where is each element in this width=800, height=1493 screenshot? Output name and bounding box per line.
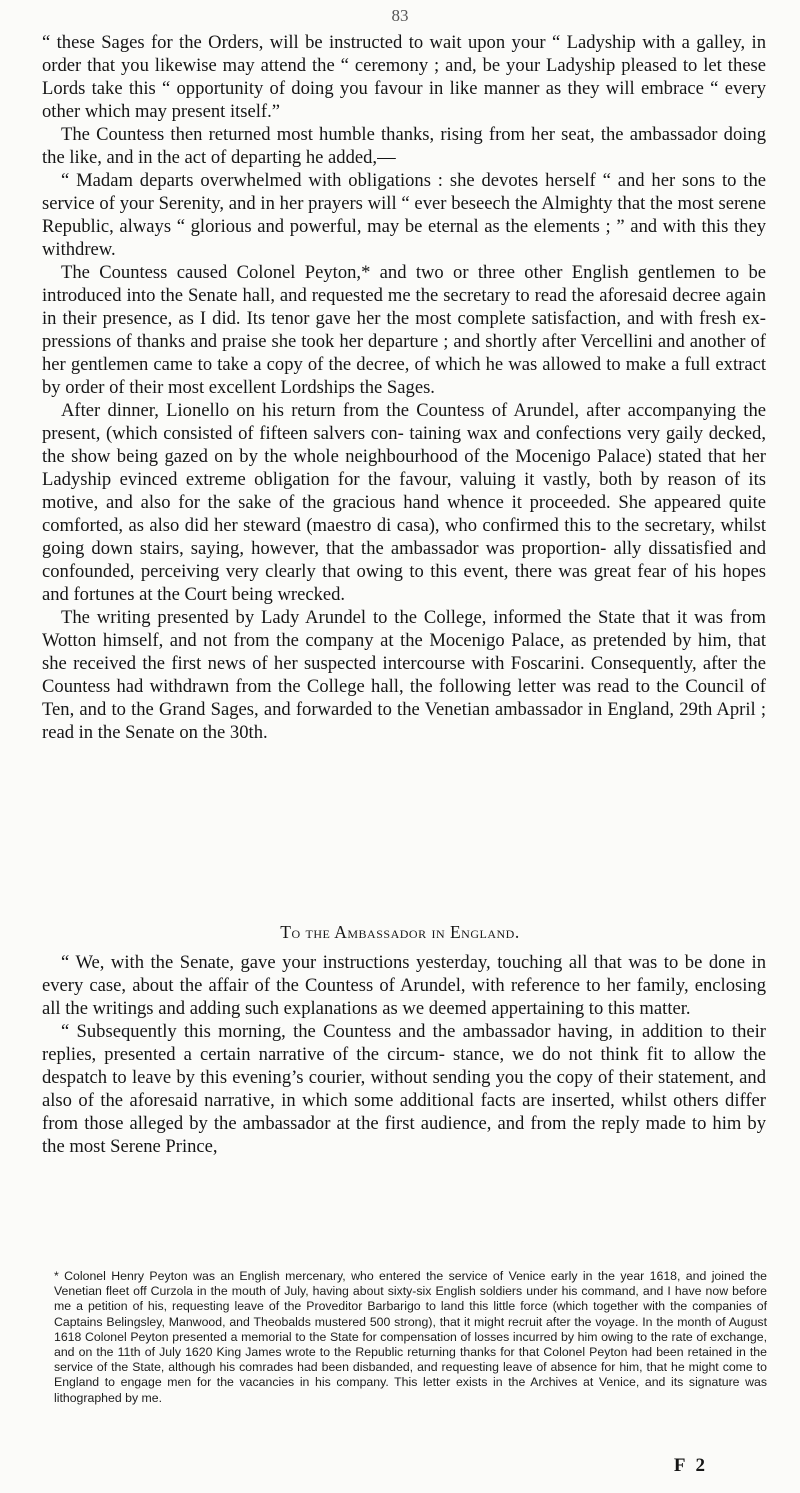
paragraph: The Countess then returned most humble thanks, rising from her seat, the ambassador doing the like, and in the act of departing he added,— — [42, 124, 766, 168]
page-number: 83 — [391, 6, 409, 25]
paragraph: After dinner, Lionello on his return from the Countess of Arundel, after accompanying the present, (which consisted of fifteen salvers con- taining wax and confections very gaily decked, the show being gazed on by the whole neighbourhood of the Mocenigo Palace) stated that her Ladyship evinced extreme obligation for the favour, valuing it vastly, both by reason of its motive, and also for the sake of the gracious hand whence it proceeded. She appeared quite comforted, as also did her steward (maestro di casa), who confirmed this to the secretary, whilst going down stairs, saying, however, that the ambassador was proportion- ally dissatisfied and confounded, perceiving very clearly that owing to this event, there was great fear of his hopes and fortunes at the Court being wrecked. — [42, 400, 766, 605]
main-text — [42, 31, 766, 744]
paragraph: The writing presented by Lady Arundel to the College, informed the State that it was from Wotton himself, and not from the company at the Mocenigo Palace, as pretended by him, that she received the first news of her suspected intercourse with Foscarini. Consequently, after the Countess had withdrawn from the College hall, the following letter was read to the Council of Ten, and to the Grand Sages, and forwarded to the Venetian ambassador in England, 29th April ; read in the Senate on the 30th. — [42, 607, 766, 743]
signature-mark: F 2 — [673, 1455, 708, 1476]
paragraph: The Countess caused Colonel Peyton,* and two or three other English gentlemen to be introduced into the Senate hall, and requested me the secretary to read the aforesaid decree again in their presence, as I did. Its tenor gave her the most complete satisfaction, and with fresh ex- pressions of thanks and praise she took her departure ; and shortly after Vercellini and another of her gentlemen came to take a copy of the decree, of which he was allowed to make a full extract by order of their most excellent Lordships the Sages. — [42, 262, 766, 398]
paragraph: “ Madam departs overwhelmed with obligations : she devotes herself “ and her sons to the service of your Serenity, and in her prayers will “ ever beseech the Almighty that the most serene Republic, always “ glorious and powerful, may be eternal as the elements ; ” and with this they withdrew. — [42, 170, 766, 260]
footnote: * Colonel Henry Peyton was an English mercenary, who entered the service of Venice early in the year 1618, and joined the Venetian fleet off Curzola in the mouth of July, having about sixty-six English soldiers under his command, and I have now before me a petition of his, requesting leave of the Proveditor Barbarigo to land this little force (which together with the companies of Captains Belingsley, Manwood, and Theobalds mustered 500 strong), that it might recruit after the voyage. In the month of August 1618 Colonel Peyton presented a memorial to the State for compensation of losses incurred by him owing to the rate of exchange, and on the 11th of July 1620 King James wrote to the Republic returning thanks for that Colonel Peyton had been retained in the service of the State, although his comrades had been disbanded, and requesting leave of absence for him, that he might come to England to engage men for the vacancies in his company. This letter exists in the Archives at Venice, and its signature was lithographed by me. — [54, 1269, 767, 1405]
letter-paragraph: “ Subsequently this morning, the Countess and the ambassador having, in addition to their replies, presented a certain narrative of the circum- stance, we do not think fit to allow the despatch to leave by this evening’s courier, without sending you the copy of their statement, and also of the aforesaid narrative, in which some additional facts are inserted, whilst others differ from those alleged by the ambassador at the first audience, and from the reply made to him by the most Serene Prince, — [42, 1021, 766, 1157]
letter-text — [42, 951, 766, 1158]
letter-paragraph: “ We, with the Senate, gave your instructions yesterday, touching all that was to be done in every case, about the affair of the Countess of Arundel, with reference to her family, enclosing all the writings and adding such explanations as we deemed appertaining to this matter. — [42, 952, 766, 1019]
section-heading — [0, 922, 800, 943]
heading-text: To the Ambassador in England. — [280, 922, 520, 942]
paragraph: “ these Sages for the Orders, will be instructed to wait upon your “ Ladyship with a galley, in order that you likewise may attend the “ ceremony ; and, be your Ladyship pleased to let these Lords take this “ opportunity of doing you favour in like manner as they will embrace “ every other which may present itself.” — [42, 32, 766, 122]
